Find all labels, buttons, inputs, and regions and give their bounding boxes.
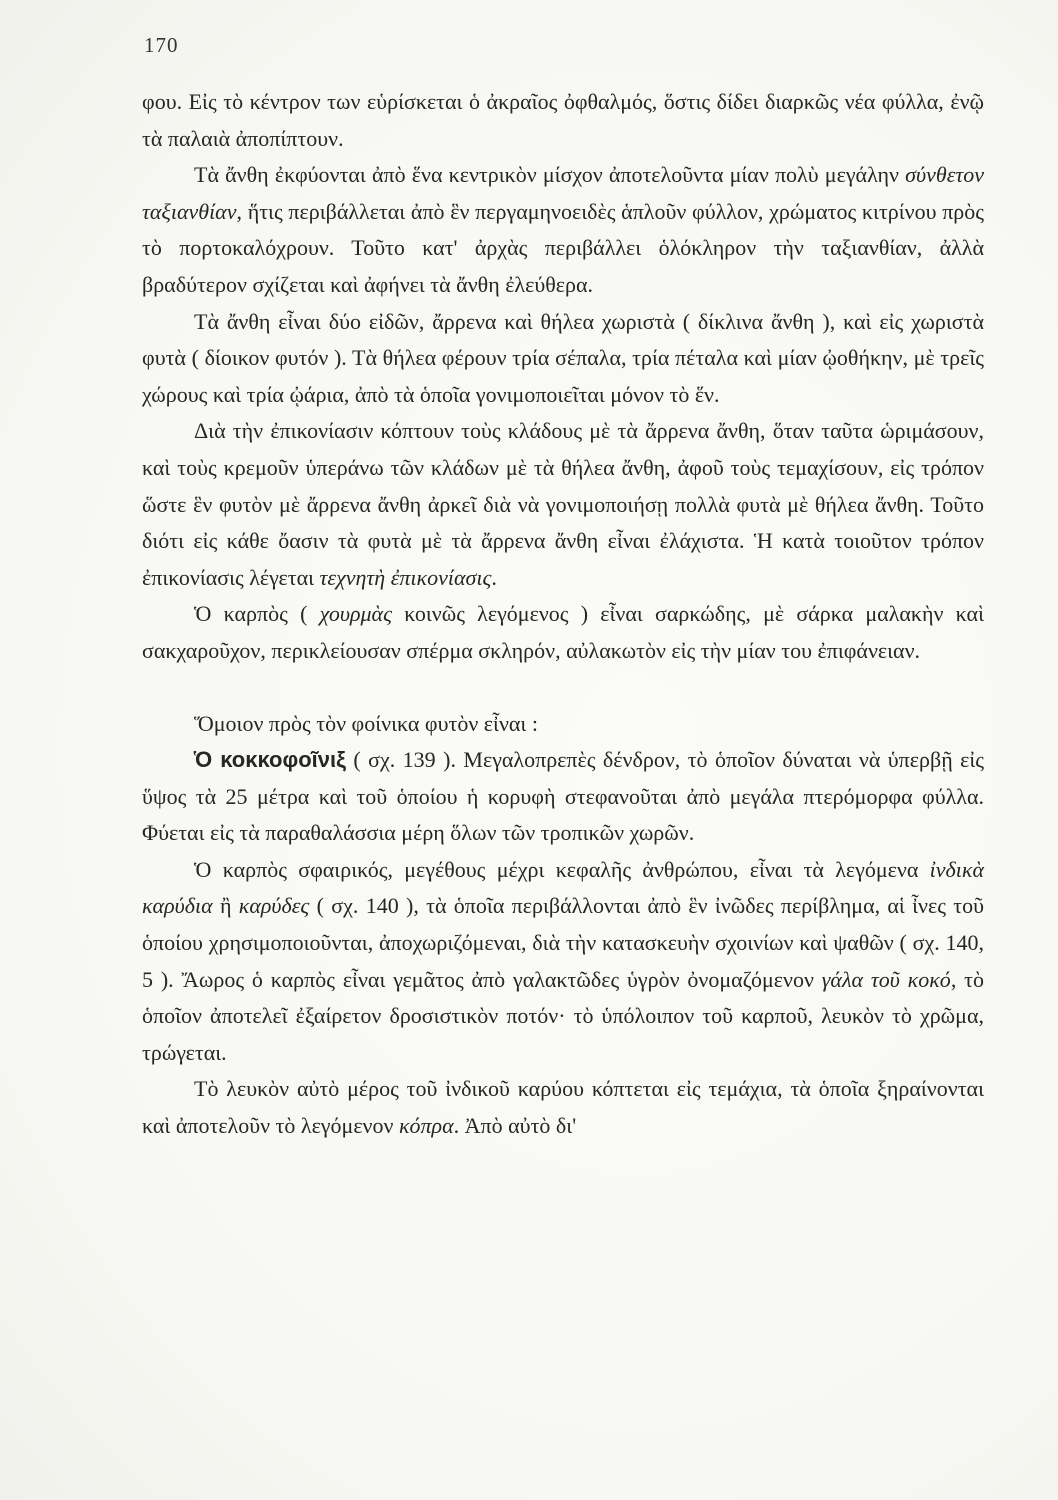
paragraph-4-italic: τεχνητὴ ἐπικονίασις <box>319 564 492 590</box>
paragraph-8-italic-3: γάλα τοῦ κοκό <box>821 966 951 992</box>
paragraph-9-italic: κόπρα <box>398 1113 454 1139</box>
paragraph-5-text-end: κοινῶς λεγόμενος ) εἶναι σαρκώδης, μὲ σάρκα μαλακὴν καὶ σακχαροῦχον, περικλείουσαν σπέρμα σκληρόν, αὐλακωτὸν εἰς τὴν μίαν του ἐπιφάνειαν. <box>142 601 984 663</box>
paragraph-5-italic: χουρμὰς <box>319 601 393 627</box>
paragraph-8-italic-1: ἰνδικὰ καρύδια <box>142 856 984 919</box>
paragraph-7 <box>142 742 984 852</box>
paragraph-2-text: Τὰ ἄνθη ἐκφύονται ἀπὸ ἕνα κεντρικὸν μίσχον ἀποτελοῦντα μίαν πολὺ μεγάλην <box>194 162 906 188</box>
paragraph-8-text-d: , τὸ ὁποῖον ἀποτελεῖ ἐξαίρετον δροσιστικὸν ποτόν· τὸ ὑπόλοιπον τοῦ καρποῦ, λευκὸν τὸ χρῶμα, τρώγεται. <box>142 966 984 1065</box>
paragraph-2-text-end: , ἥτις περιβάλλεται ἀπὸ ἓν περγαμηνοειδὲς ἁπλοῦν φύλλον, χρώματος κιτρίνου πρὸς τὸ πορτοκαλόχρουν. Τοῦτο κατ' ἀρχὰς περιβάλλει ὁλόκληρον τὴν ταξιανθίαν, ἀλλὰ βραδύτερον σχίζεται καὶ ἀφήνει τὰ ἄνθη ἐλεύθερα. <box>142 198 984 297</box>
paragraph-3: Τὰ ἄνθη εἶναι δύο εἰδῶν, ἄρρενα καὶ θήλεα χωριστὰ ( δίκλινα ἄνθη ), καὶ εἰς χωριστὰ φυτὰ ( δίοικον φυτόν ). Τὰ θήλεα φέρουν τρία σέπαλα, τρία πέταλα καὶ μίαν ᾠοθήκην, μὲ τρεῖς χώρους καὶ τρία ᾠάρια, ἀπὸ τὰ ὁποῖα γονιμοποιεῖται μόνον τὸ ἕν. <box>142 308 984 407</box>
paragraph-8-text-b: ἢ <box>212 893 239 919</box>
paragraph-5-text: Ὁ καρπὸς ( <box>194 601 320 627</box>
paragraph-8-text-a: Ὁ καρπὸς σφαιρικός, μεγέθους μέχρι κεφαλῆς ἀνθρώπου, εἶναι τὰ λεγόμενα <box>194 856 930 882</box>
paragraph-2-italic: σύνθετον ταξιανθίαν <box>142 162 984 224</box>
paragraph-4-text-end: . <box>491 564 497 590</box>
paragraph-4-text: Διὰ τὴν ἐπικονίασιν κόπτουν τοὺς κλάδους μὲ τὰ ἄρρενα ἄνθη, ὅταν ταῦτα ὡριμάσουν, καὶ τοὺς κρεμοῦν ὑπεράνω τῶν κλάδων μὲ τὰ θήλεα ἄνθη, ἀφοῦ τοὺς τεμαχίσουν, εἰς τρόπον ὥστε ἓν φυτὸν μὲ ἄρρενα ἄνθη ἀρκεῖ διὰ νὰ γονιμοποιήσῃ πολλὰ φυτὰ μὲ θήλεα ἄνθη. Τοῦτο διότι εἰς κάθε ὄασιν τὰ φυτὰ μὲ τὰ ἄρρενα ἄνθη εἶναι ἐλάχιστα. Ἡ κατὰ τοιοῦτον τρόπον ἐπικονίασις λέγεται <box>142 418 984 590</box>
paragraph-6: Ὅμοιον πρὸς τὸν φοίνικα φυτὸν εἶναι : <box>194 710 538 736</box>
page-number: 170 <box>144 33 179 57</box>
section-gap <box>142 670 984 706</box>
paragraph-1: φου. Εἰς τὸ κέντρον των εὑρίσκεται ὁ ἀκραῖος ὀφθαλμός, ὅστις δίδει διαρκῶς νέα φύλλα, ἐνῷ τὰ παλαιὰ ἀποπίπτουν. <box>142 89 984 151</box>
body-text <box>142 84 984 1145</box>
paragraph-4 <box>142 413 984 596</box>
coconut-heading: Ὁ κοκκοφοῖνιξ <box>194 747 346 773</box>
paragraph-5 <box>142 596 984 669</box>
paragraph-9-text: Τὸ λευκὸν αὐτὸ μέρος τοῦ ἰνδικοῦ καρύου κόπτεται εἰς τεμάχια, τὰ ὁποῖα ξηραίνονται καὶ ἀποτελοῦν τὸ λεγόμενον <box>142 1076 984 1139</box>
paragraph-2 <box>142 157 984 303</box>
paragraph-7-text: ( σχ. 139 ). Μεγαλοπρεπὲς δένδρον, τὸ ὁποῖον δύναται νὰ ὑπερβῇ εἰς ὕψος τὰ 25 μέτρα καὶ τοῦ ὁποίου ἡ κορυφὴ στεφανοῦται ἀπὸ μεγάλα πτερόμορφα φύλλα. Φύεται εἰς τὰ παραθαλάσσια μέρη ὅλων τῶν τροπικῶν χωρῶν. <box>142 747 985 846</box>
paragraph-8 <box>142 852 984 1072</box>
paragraph-8-text-c: ( σχ. 140 ), τὰ ὁποῖα περιβάλλονται ἀπὸ ἓν ἰνῶδες περίβλημα, αἱ ἶνες τοῦ ὁποίου χρησιμοποιοῦνται, ἀποχωριζόμεναι, διὰ τὴν κατασκευὴν σχοινίων καὶ ψαθῶν ( σχ. 140, 5 ). Ἄωρος ὁ καρπὸς εἶναι γεμᾶτος ἀπὸ γαλακτῶδες ὑγρὸν ὀνομαζόμενον <box>142 893 984 992</box>
paragraph-9-text-end: . Ἀπὸ αὐτὸ δι' <box>453 1113 577 1139</box>
paragraph-9 <box>142 1071 984 1144</box>
paragraph-8-italic-2: καρύδες <box>238 893 310 919</box>
